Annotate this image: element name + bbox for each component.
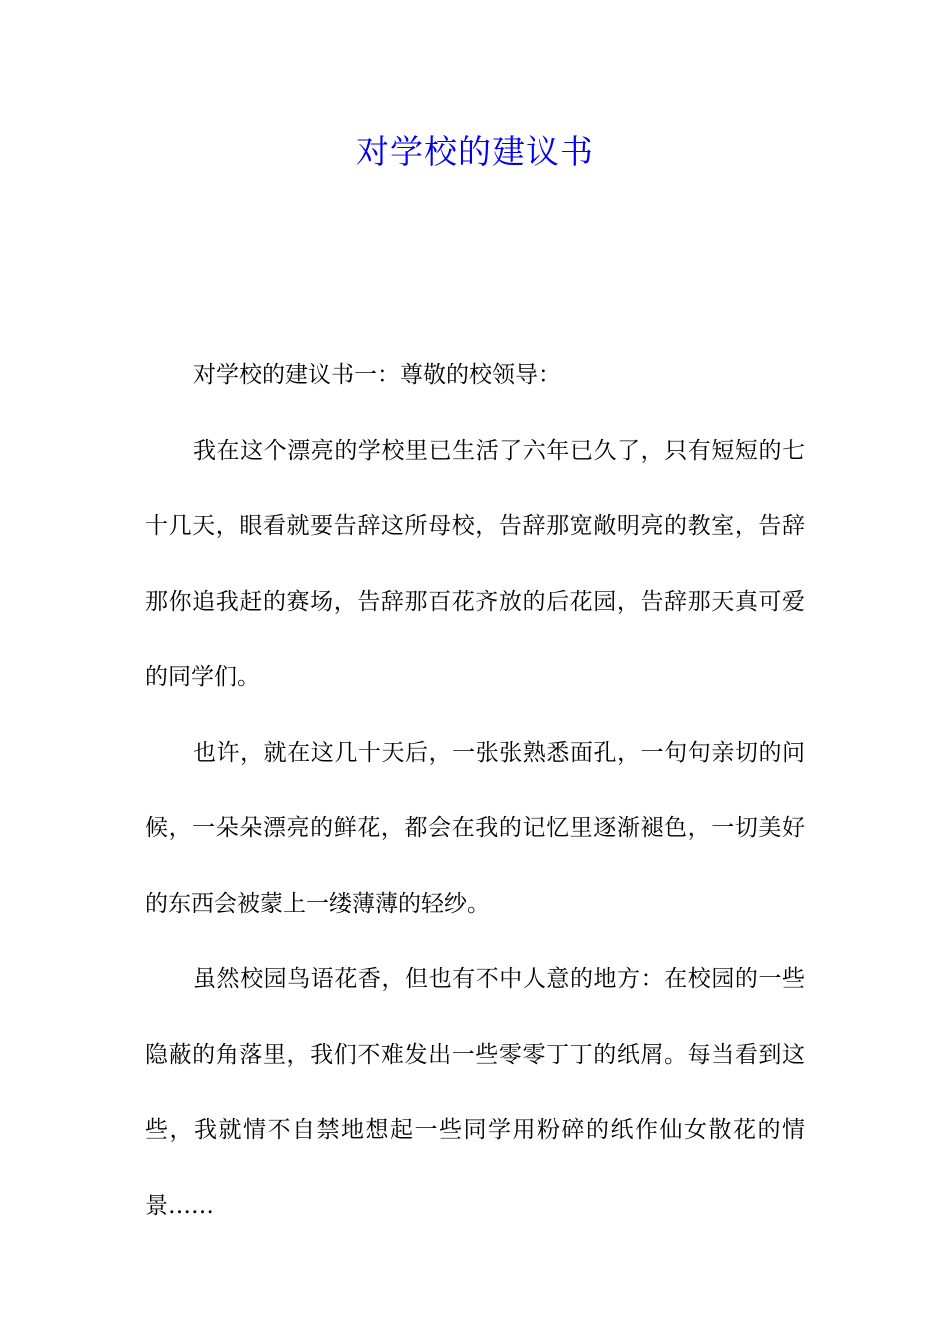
paragraph-3: 也许，就在这几十天后，一张张熟悉面孔，一句句亲切的问候，一朵朵漂亮的鲜花，都会在我的记忆里逐渐褪色，一切美好的东西会被蒙上一缕薄薄的轻纱。 xyxy=(145,739,805,917)
document-body xyxy=(145,338,805,1244)
paragraph-2: 我在这个漂亮的学校里已生活了六年已久了，只有短短的七十几天，眼看就要告辞这所母校，告辞那宽敞明亮的教室，告辞那你追我赶的赛场，告辞那百花齐放的后花园，告辞那天真可爱的同学们。 xyxy=(145,437,805,690)
document-title: 对学校的建议书 xyxy=(356,132,594,171)
paragraph-4: 虽然校园鸟语花香，但也有不中人意的地方：在校园的一些隐蔽的角落里，我们不难发出一些零零丁丁的纸屑。每当看到这些，我就情不自禁地想起一些同学用粉碎的纸作仙女散花的情景…… xyxy=(145,966,805,1219)
paragraph-1: 对学校的建议书一：尊敬的校领导： xyxy=(193,362,561,388)
